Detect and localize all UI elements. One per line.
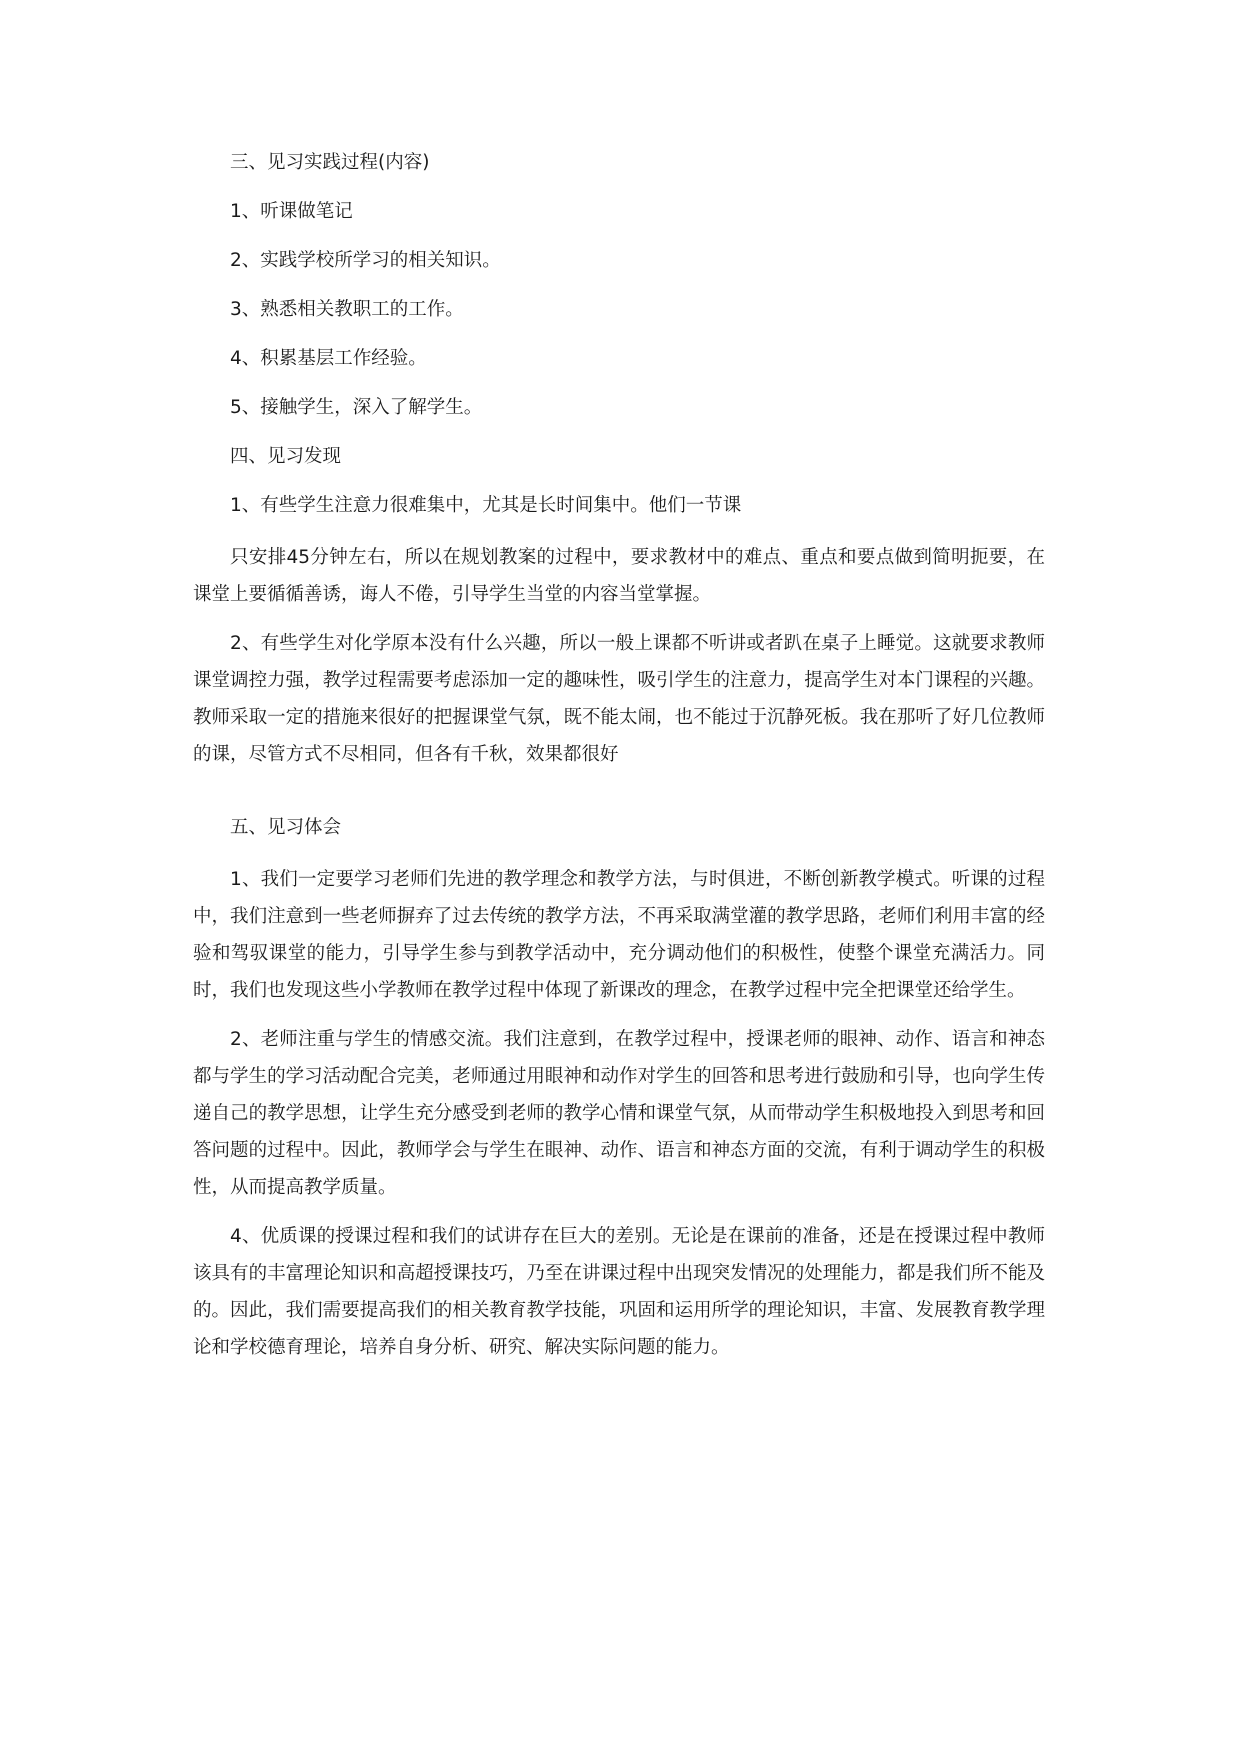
section-heading: 四、见习发现 bbox=[230, 446, 342, 467]
paragraph: 1、我们一定要学习老师们先进的教学理念和教学方法，与时俱进，不断创新教学模式。听课的过程中，我们注意到一些老师摒弃了过去传统的教学方法，不再采取满堂灌的教学思路，老师们利用丰富的经验和驾驭课堂的能力，引导学生参与到教学活动中，充分调动他们的积极性，使整个课堂充满活力。同时，我们也发现这些小学教师在教学过程中体现了新课改的理念，在教学过程中完全把课堂还给学生。 bbox=[193, 869, 1045, 1001]
list-item: 5、接触学生，深入了解学生。 bbox=[230, 397, 483, 418]
document-page bbox=[193, 150, 1045, 1378]
paragraph: 2、老师注重与学生的情感交流。我们注意到，在教学过程中，授课老师的眼神、动作、语言和神态都与学生的学习活动配合完美，老师通过用眼神和动作对学生的回答和思考进行鼓励和引导，也向学生传递自己的教学思想，让学生充分感受到老师的教学心情和课堂气氛，从而带动学生积极地投入到思考和回答问题的过程中。因此，教师学会与学生在眼神、动作、语言和神态方面的交流，有利于调动学生的积极性，从而提高教学质量。 bbox=[193, 1029, 1045, 1198]
list-item: 2、实践学校所学习的相关知识。 bbox=[230, 250, 501, 271]
list-item: 4、积累基层工作经验。 bbox=[230, 348, 427, 369]
paragraph: 2、有些学生对化学原本没有什么兴趣，所以一般上课都不听讲或者趴在桌子上睡觉。这就要求教师课堂调控力强，教学过程需要考虑添加一定的趣味性，吸引学生的注意力，提高学生对本门课程的兴趣。教师采取一定的措施来很好的把握课堂气氛，既不能太闹，也不能过于沉静死板。我在那听了好几位教师的课，尽管方式不尽相同，但各有千秋，效果都很好 bbox=[193, 633, 1045, 765]
list-item: 1、听课做笔记 bbox=[230, 201, 353, 222]
list-item: 3、熟悉相关教职工的工作。 bbox=[230, 299, 464, 320]
section-heading: 五、见习体会 bbox=[230, 817, 342, 838]
list-item: 1、有些学生注意力很难集中，尤其是长时间集中。他们一节课 bbox=[230, 495, 742, 516]
paragraph: 只安排45分钟左右，所以在规划教案的过程中，要求教材中的难点、重点和要点做到简明扼要，在课堂上要循循善诱，诲人不倦，引导学生当堂的内容当堂掌握。 bbox=[193, 547, 1045, 605]
section-heading: 三、见习实践过程(内容) bbox=[230, 152, 430, 173]
paragraph: 4、优质课的授课过程和我们的试讲存在巨大的差别。无论是在课前的准备，还是在授课过程中教师该具有的丰富理论知识和高超授课技巧，乃至在讲课过程中出现突发情况的处理能力，都是我们所不能及的。因此，我们需要提高我们的相关教育教学技能，巩固和运用所学的理论知识，丰富、发展教育教学理论和学校德育理论，培养自身分析、研究、解决实际问题的能力。 bbox=[193, 1226, 1045, 1358]
